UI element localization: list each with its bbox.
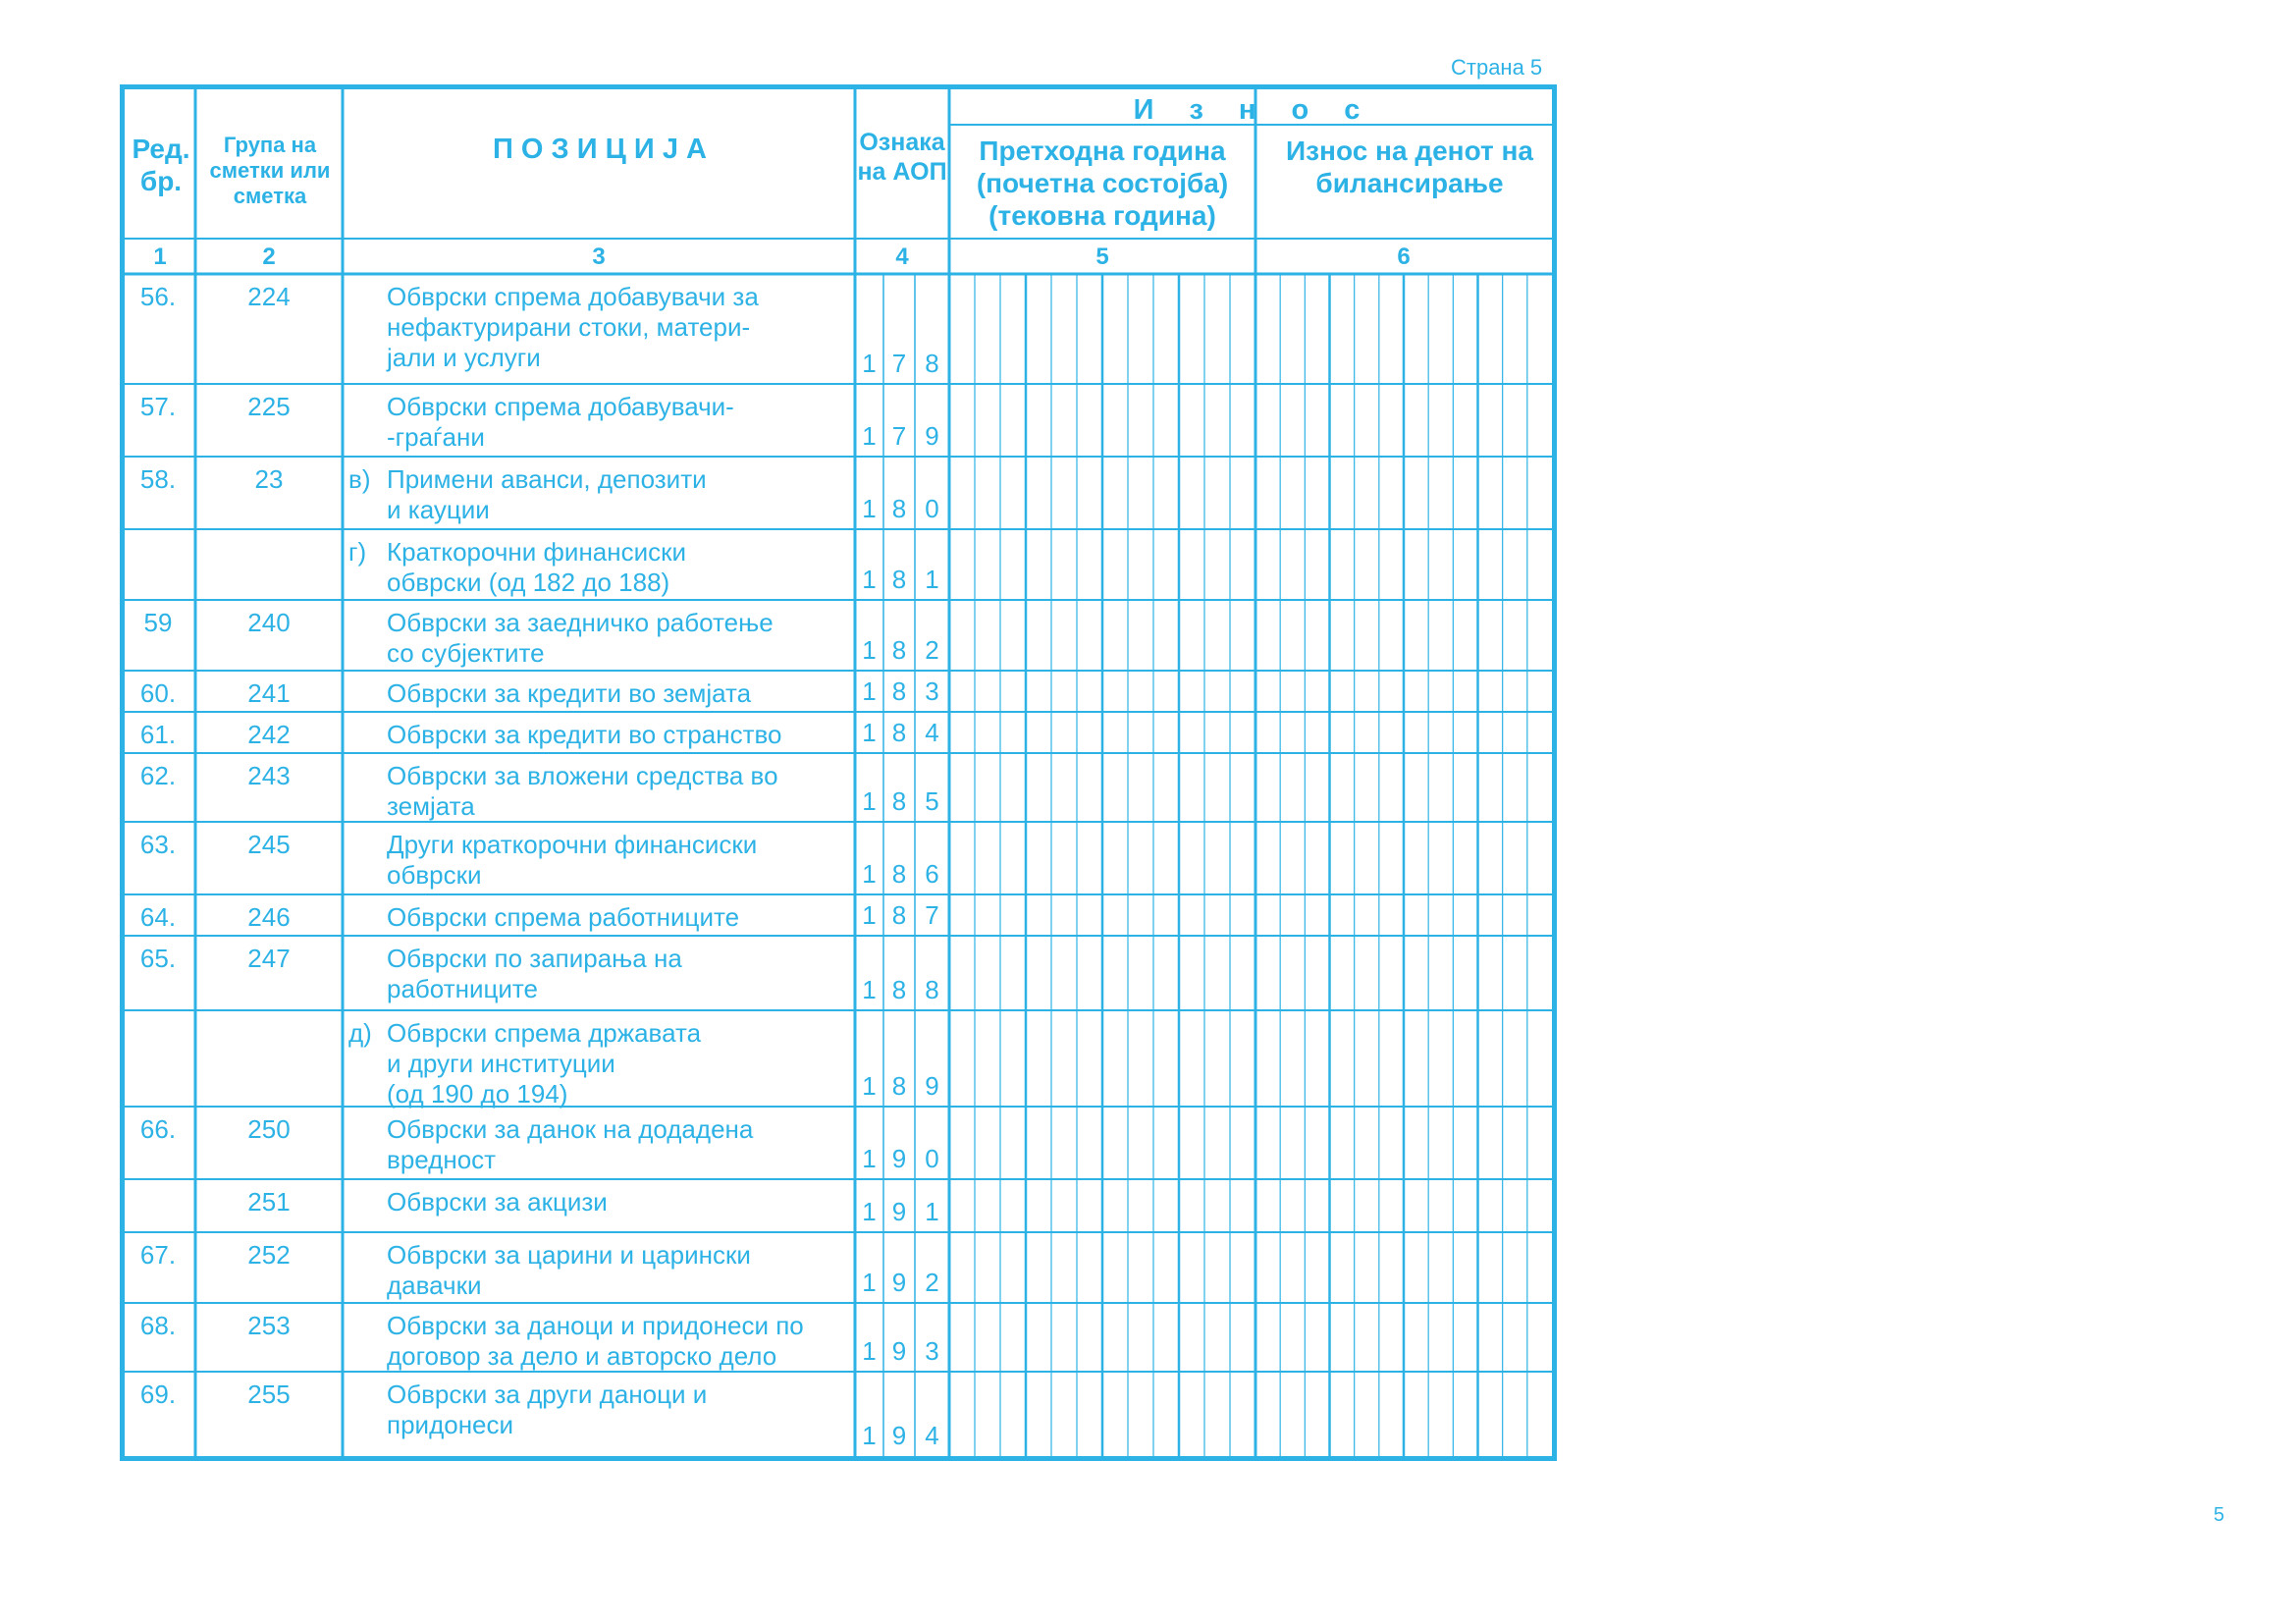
aop-digit: 8: [891, 786, 907, 816]
header-prethodna-godina: Претходна година (почетна состојба) (тековна година): [976, 135, 1229, 232]
account-group: 241: [247, 678, 291, 708]
aop-digit: 6: [925, 859, 939, 889]
row-number: 60.: [139, 678, 177, 708]
header-iznos: И з н о с: [1133, 94, 1374, 126]
row-number: 58.: [139, 464, 177, 494]
aop-digit: 8: [891, 1071, 907, 1101]
aop-digit: 9: [891, 1421, 907, 1450]
position-text-line: Примени аванси, депозити: [387, 464, 707, 494]
row-number: 66.: [139, 1114, 177, 1144]
header-grupa: Група на сметки или сметка: [209, 133, 331, 208]
position-text-line: -граѓани: [387, 422, 485, 452]
account-group: 240: [247, 608, 291, 637]
aop-digit: 8: [891, 565, 907, 594]
column-number-6: 6: [1397, 243, 1411, 270]
position-text-line: Обврски спрема работниците: [387, 902, 740, 932]
row-number: 59: [143, 608, 173, 637]
position-text-line: работниците: [387, 974, 538, 1003]
position-text-line: Обврски по запирања на: [387, 944, 682, 973]
position-text-line: договор за дело и авторско дело: [387, 1341, 777, 1371]
position-text-line: давачки: [387, 1271, 482, 1300]
aop-digit: 9: [891, 1268, 907, 1297]
account-group: 247: [247, 944, 291, 973]
position-text-line: Обврски за кредити во земјата: [387, 678, 752, 708]
aop-digit: 1: [862, 635, 877, 665]
aop-digit: 7: [925, 900, 939, 930]
position-text-line: и други институции: [387, 1049, 615, 1078]
aop-digit: 8: [925, 975, 939, 1004]
position-text-line: Обврски за вложени средства во: [387, 761, 778, 790]
account-group: 224: [247, 282, 291, 311]
balance-sheet-form: [120, 84, 1557, 1461]
aop-digit: 3: [925, 676, 939, 706]
header-pozicija: П О З И Ц И Ј А: [493, 134, 707, 165]
position-text-line: Обврски спрема добавувачи за: [387, 282, 759, 311]
aop-digit: 2: [925, 1268, 939, 1297]
aop-digit: 4: [925, 1421, 939, 1450]
position-text-line: обврски: [387, 860, 482, 890]
aop-digit: 8: [891, 975, 907, 1004]
position-text-line: Обврски за акцизи: [387, 1187, 608, 1217]
row-number: 61.: [139, 720, 177, 749]
page-number: 5: [2214, 1504, 2225, 1526]
aop-digit: 1: [862, 565, 877, 594]
aop-digit: 1: [862, 900, 877, 930]
aop-digit: 1: [925, 565, 939, 594]
position-text-line: нефактурирани стоки, матери-: [387, 312, 751, 342]
account-group: 23: [254, 464, 284, 494]
aop-digit: 1: [862, 1421, 877, 1450]
position-text-line: Други краткорочни финансиски: [387, 830, 758, 859]
aop-digit: 9: [925, 421, 939, 451]
row-number: 63.: [139, 830, 177, 859]
aop-digit: 9: [891, 1336, 907, 1366]
position-text-line: Обврски за заедничко работење: [387, 608, 774, 637]
aop-digit: 1: [862, 676, 877, 706]
row-number: 62.: [139, 761, 177, 790]
account-group: 253: [247, 1311, 291, 1340]
position-text-line: (од 190 до 194): [387, 1079, 568, 1109]
account-group: 252: [247, 1240, 291, 1270]
aop-digit: 0: [925, 494, 939, 523]
account-group: 250: [247, 1114, 291, 1144]
position-text-line: и кауции: [387, 495, 490, 524]
position-text-line: Обврски за други даноци и: [387, 1380, 708, 1409]
aop-digit: 8: [891, 676, 907, 706]
aop-digit: 0: [925, 1144, 939, 1173]
position-prefix: д): [348, 1018, 372, 1048]
aop-digit: 1: [862, 349, 877, 378]
aop-digit: 1: [862, 718, 877, 747]
account-group: 243: [247, 761, 291, 790]
account-group: 242: [247, 720, 291, 749]
aop-digit: 7: [891, 349, 907, 378]
header-red-br: Ред. бр.: [132, 134, 190, 197]
position-text-line: обврски (од 182 до 188): [387, 568, 670, 597]
aop-digit: 8: [891, 900, 907, 930]
aop-digit: 1: [862, 421, 877, 451]
aop-digit: 1: [862, 975, 877, 1004]
aop-digit: 1: [862, 1336, 877, 1366]
account-group: 225: [247, 392, 291, 421]
aop-digit: 1: [862, 1071, 877, 1101]
aop-digit: 1: [862, 494, 877, 523]
page-label: Страна 5: [1451, 55, 1543, 80]
row-number: 69.: [139, 1380, 177, 1409]
position-text-line: Краткорочни финансиски: [387, 537, 687, 567]
position-text-line: Обврски спрема државата: [387, 1018, 702, 1048]
account-group: 255: [247, 1380, 291, 1409]
column-number-4: 4: [895, 243, 909, 270]
row-number: 57.: [139, 392, 177, 421]
row-number: 67.: [139, 1240, 177, 1270]
position-prefix: г): [348, 537, 367, 567]
column-number-3: 3: [592, 243, 606, 270]
column-number-2: 2: [262, 243, 276, 270]
aop-digit: 2: [925, 635, 939, 665]
position-text-line: Обврски спрема добавувачи-: [387, 392, 734, 421]
aop-digit: 1: [862, 1268, 877, 1297]
account-group: 246: [247, 902, 291, 932]
row-number: 64.: [139, 902, 177, 932]
aop-digit: 8: [891, 859, 907, 889]
aop-digit: 4: [925, 718, 939, 747]
position-text-line: вредност: [387, 1145, 497, 1174]
account-group: 251: [247, 1187, 291, 1217]
aop-digit: 9: [891, 1144, 907, 1173]
aop-digit: 9: [925, 1071, 939, 1101]
row-number: 68.: [139, 1311, 177, 1340]
account-group: 245: [247, 830, 291, 859]
aop-digit: 9: [891, 1197, 907, 1226]
aop-digit: 1: [862, 1197, 877, 1226]
aop-digit: 8: [925, 349, 939, 378]
header-iznos-denot: Износ на денот на билансирање: [1286, 135, 1533, 199]
aop-digit: 1: [862, 1144, 877, 1173]
aop-digit: 1: [862, 859, 877, 889]
position-text-line: јали и услуги: [387, 343, 541, 372]
position-text-line: земјата: [387, 791, 475, 821]
position-text-line: Обврски за данок на додадена: [387, 1114, 754, 1144]
position-text-line: Обврски за царини и царински: [387, 1240, 751, 1270]
row-number: 56.: [139, 282, 177, 311]
aop-digit: 1: [862, 786, 877, 816]
position-text-line: придонеси: [387, 1410, 514, 1439]
header-oznaka-aop: Ознака на АОП: [857, 129, 947, 186]
aop-digit: 5: [925, 786, 939, 816]
position-text-line: Обврски за даноци и придонеси по: [387, 1311, 804, 1340]
row-number: 65.: [139, 944, 177, 973]
aop-digit: 8: [891, 494, 907, 523]
aop-digit: 1: [925, 1197, 939, 1226]
column-number-1: 1: [153, 243, 167, 270]
position-text-line: Обврски за кредити во странство: [387, 720, 782, 749]
column-number-5: 5: [1095, 243, 1109, 270]
aop-digit: 8: [891, 718, 907, 747]
position-text-line: со субјектите: [387, 638, 545, 668]
aop-digit: 7: [891, 421, 907, 451]
aop-digit: 3: [925, 1336, 939, 1366]
position-prefix: в): [348, 464, 371, 494]
aop-digit: 8: [891, 635, 907, 665]
